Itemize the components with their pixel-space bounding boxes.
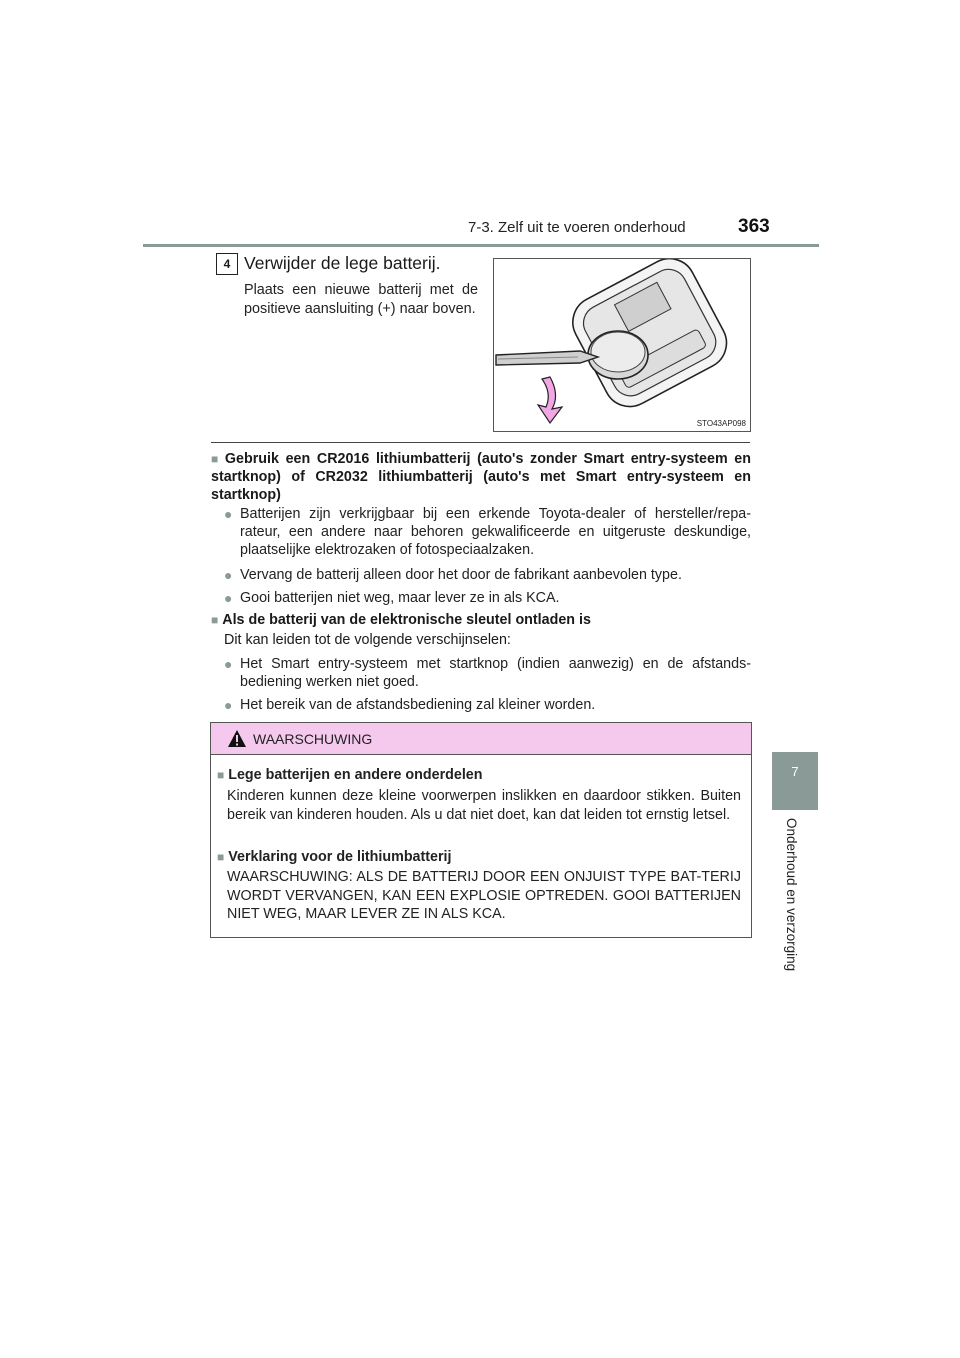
battery-removal-illustration <box>493 258 751 432</box>
dot-bullet-icon: ● <box>224 567 233 583</box>
list-item: ● Vervang de batterij alleen door het door de fabrikant aanbevolen type. <box>224 567 682 583</box>
section-intro: Dit kan leiden tot de volgende verschijnselen: <box>224 632 511 648</box>
key-fob-illustration <box>494 259 750 431</box>
chapter-tab <box>772 752 818 810</box>
header-rule <box>143 244 819 247</box>
warning-box <box>210 722 752 938</box>
warning-header <box>211 723 751 755</box>
list-item: ● Het Smart entry-systeem met startknop (indien aanwezig) en de afstands-bediening werken niet goed. <box>224 656 751 690</box>
square-bullet-icon: ■ <box>211 613 219 627</box>
step-body: Plaats een nieuwe batterij met de positieve aansluiting (+) naar boven. <box>244 282 478 317</box>
square-bullet-icon: ■ <box>211 452 221 466</box>
section-title-battery-type: ■ Gebruik een CR2016 lithiumbatterij (auto's zonder Smart entry-systeem en startknop) of CR2032 lithiumbatterij (auto's met Smart entry-systeem en startknop) <box>211 451 751 503</box>
dot-bullet-icon: ● <box>224 656 233 672</box>
warning-item-title: ■ Verklaring voor de lithiumbatterij <box>217 849 452 865</box>
header-section-title: 7-3. Zelf uit te voeren onderhoud <box>468 219 686 236</box>
list-item: ● Het bereik van de afstandsbediening zal kleiner worden. <box>224 697 596 713</box>
square-bullet-icon: ■ <box>217 768 225 782</box>
step-number-badge: 4 <box>216 253 238 275</box>
dot-bullet-icon: ● <box>224 506 233 522</box>
warning-item-title: ■ Lege batterijen en andere onderdelen <box>217 767 483 783</box>
chapter-tab-number: 7 <box>791 764 799 779</box>
figure-code: STO43AP098 <box>696 419 746 428</box>
dot-bullet-icon: ● <box>224 697 233 713</box>
list-item: ● Gooi batterijen niet weg, maar lever ze in als KCA. <box>224 590 560 606</box>
warning-title: WAARSCHUWING <box>253 731 373 747</box>
warning-triangle-icon <box>227 729 247 748</box>
square-bullet-icon: ■ <box>217 850 225 864</box>
warning-item-body: WAARSCHUWING: ALS DE BATTERIJ DOOR EEN ONJUIST TYPE BAT-TERIJ WORDT VERVANGEN, KAN EEN EXPLOSIE OPTREDEN. GOOI BATTERIJEN NIET WEG, MAAR LEVER ZE IN ALS KCA. <box>227 869 741 922</box>
dot-bullet-icon: ● <box>224 590 233 606</box>
list-item: ● Batterijen zijn verkrijgbaar bij een erkende Toyota-dealer of hersteller/repa-rateur, een andere naar behoren gekwalificeerde en uitgeruste deskundige, plaatselijke elektrozaken of fotospeciaalzaken. <box>224 506 751 558</box>
section-separator <box>211 442 750 443</box>
warning-item-body: Kinderen kunnen deze kleine voorwerpen inslikken en daardoor stikken. Buiten bereik van kinderen houden. Als u dat niet doet, kan dat leiden tot ernstig letsel. <box>227 788 741 823</box>
step-title: Verwijder de lege batterij. <box>244 253 441 273</box>
chapter-tab-label: Onderhoud en verzorging <box>784 818 799 972</box>
page-number: 363 <box>738 216 770 237</box>
section-title-discharged-battery: ■ Als de batterij van de elektronische sleutel ontladen is <box>211 612 591 628</box>
